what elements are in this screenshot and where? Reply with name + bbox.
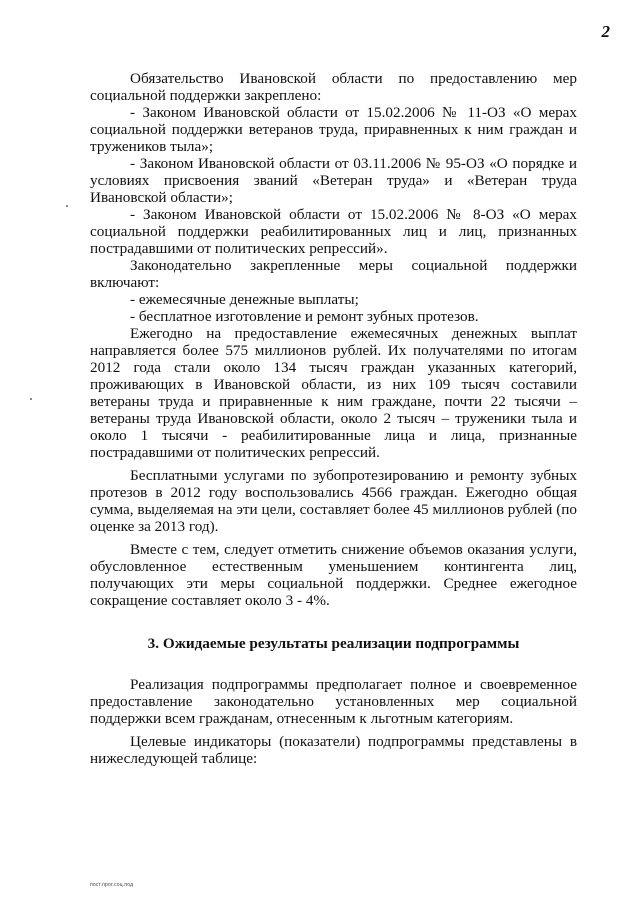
page-number: 2 xyxy=(601,22,610,41)
paragraph: - Законом Ивановской области от 15.02.2006 № 8-ОЗ «О мерах социальной поддержки реабилитированных лиц и лиц, признанных пострадавшими от политических репрессий». xyxy=(90,206,577,257)
section-heading: 3. Ожидаемые результаты реализации подпрограммы xyxy=(147,635,520,652)
document-body xyxy=(90,70,577,767)
paragraph: Реализация подпрограммы предполагает полное и своевременное предоставление законодательно установленных мер социальной поддержки всем гражданам, отнесенным к льготным категориям. xyxy=(90,676,577,727)
paragraph: - бесплатное изготовление и ремонт зубных протезов. xyxy=(130,308,479,325)
paragraph: Ежегодно на предоставление ежемесячных денежных выплат направляется более 575 миллионов рублей. Их получателями по итогам 2012 года стали около 134 тысяч граждан указанных категорий, проживающих в Ивановской области, из них 109 тысяч составили ветераны труда и приравненные к ним граждане, почти 22 тысячи – ветераны труда Ивановской области, около 2 тысяч – труженики тыла и около 1 тысячи - реабилитированные лица и лица, признанные пострадавшими от политических репрессий. xyxy=(90,325,577,461)
paragraph: - Законом Ивановской области от 15.02.2006 № 11-ОЗ «О мерах социальной поддержки ветеранов труда, приравненных к ним граждан и тружеников тыла»; xyxy=(90,104,577,155)
paragraph: Обязательство Ивановской области по предоставлению мер социальной поддержки закреплено: xyxy=(90,70,577,104)
footer-file-label: пост.прог.соц.под xyxy=(90,882,134,888)
paragraph: Целевые индикаторы (показатели) подпрограммы представлены в нижеследующей таблице: xyxy=(90,733,577,767)
scan-speck xyxy=(30,398,32,400)
paragraph: Бесплатными услугами по зубопротезированию и ремонту зубных протезов в 2012 году воспользовались 4566 граждан. Ежегодно общая сумма, выделяемая на эти цели, составляет более 45 миллионов рублей (по оценке за 2013 год). xyxy=(90,467,577,535)
scan-speck xyxy=(66,205,68,207)
paragraph: - ежемесячные денежные выплаты; xyxy=(130,291,359,308)
paragraph: Вместе с тем, следует отметить снижение объемов оказания услуги, обусловленное естественным уменьшением контингента лиц, получающих эти меры социальной поддержки. Среднее ежегодное сокращение составляет около 3 - 4%. xyxy=(90,541,577,609)
paragraph: - Законом Ивановской области от 03.11.2006 № 95-ОЗ «О порядке и условиях присвоения званий «Ветеран труда» и «Ветеран труда Ивановской области»; xyxy=(90,155,577,206)
paragraph: Законодательно закрепленные меры социальной поддержки включают: xyxy=(90,257,577,291)
